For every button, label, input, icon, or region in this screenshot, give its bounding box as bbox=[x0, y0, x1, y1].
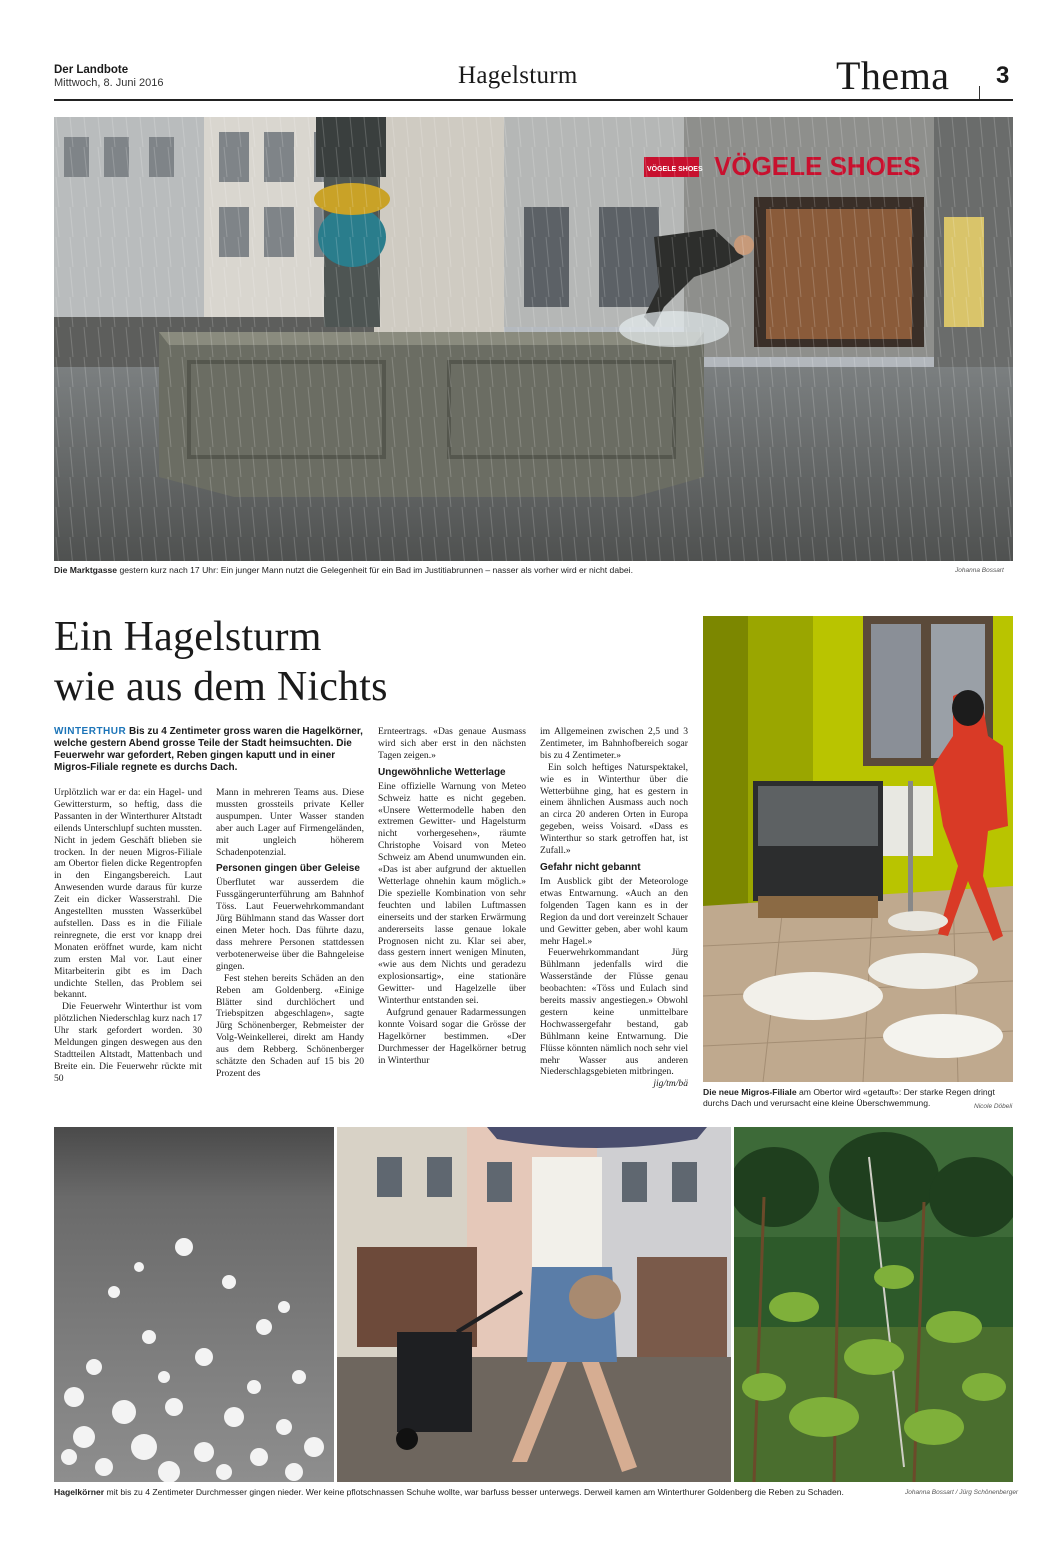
newspaper-name: Der Landbote bbox=[54, 64, 129, 76]
body-paragraph: Überflutet war ausserdem die Fussgängerunterführung am Bahnhof Töss. Laut Feuerwehrkommandant Jürg Bühlmann stand das Wasser dort einen Meter hoch. Das führte dazu, dass mehrere Personen stattdessen verbotenerweise über die Bahngeleise gingen. bbox=[216, 877, 364, 972]
subheading: Personen gingen über Geleise bbox=[216, 863, 360, 875]
article-column-4 bbox=[540, 726, 688, 1090]
hailstones-photo bbox=[54, 1127, 334, 1482]
body-paragraph: im Allgemeinen zwischen 2,5 und 3 Zentimeter, im Bahnhofbereich sogar bis zu 4 Zentimeter.» bbox=[540, 726, 688, 761]
headline-line-1: Ein Hagelsturm bbox=[54, 614, 322, 660]
body-paragraph: Urplötzlich war er da: ein Hagel- und Gewittersturm, so heftig, dass die Passanten in der Winterthurer Altstadt eilends Unterschlupf suchten mussten. Nicht in jedem Geschäft blieben sie trocken. In der neuen Migros-Filiale am Obertor fielen dicke Regentropfen in den Eingangsbereich. Laut Anwesenden wurde daraus für kurze Zeit ein dicker Wasserstrahl. Die Angestellten mussten Wasserkübel aufstellen. Dass es in die Filiale reinregnete, die erst vor knapp drei Monaten eröffnet wurde, kam nicht zum ersten Mal vor. Laut einer Mitarbeiterin gibt es im Dach undichte Stellen, das Problem sei bekannt. bbox=[54, 787, 202, 1001]
article-headline bbox=[54, 612, 694, 712]
body-paragraph: Ernteertrags. «Das genaue Ausmass wird sich aber erst in den nächsten Tagen zeigen.» bbox=[378, 726, 526, 761]
caption-text: am Obertor wird «getauft»: Der starke Regen dringt durchs Dach und verursacht eine kleine Überschwemmung. bbox=[703, 1087, 995, 1108]
page-number: 3 bbox=[996, 62, 1010, 89]
subheading: Ungewöhnliche Wetterlage bbox=[378, 766, 506, 778]
article-column-1 bbox=[54, 787, 202, 1085]
body-paragraph: Aufgrund genauer Radarmessungen konnte Voisard sogar die Grösse der Hagelkörner bestimmen. «Der Durchmesser der Hagelkörner betrug in Winterthur bbox=[378, 1006, 526, 1066]
vineyard-photo bbox=[734, 1127, 1013, 1482]
caption-lead: Hagelkörner bbox=[54, 1487, 105, 1497]
headline-line-2: wie aus dem Nichts bbox=[54, 664, 388, 710]
article-lead bbox=[54, 726, 364, 774]
body-paragraph: Fest stehen bereits Schäden an den Reben am Goldenberg. «Einige Blätter sind durchlöchert und Triebspitzen abgeschlagen», sagte Jürg Schönenberger, Rebmeister der Volg-Weinkellerei, direkt am Handy aus dem Rebberg. Schönenberger schätzte den Schaden auf 15 bis 20 Prozent des bbox=[216, 972, 364, 1079]
caption-lead: Die Marktgasse bbox=[54, 565, 118, 575]
top-photo-caption bbox=[54, 565, 854, 576]
bottom-photos-caption bbox=[54, 1487, 904, 1498]
article-column-2 bbox=[216, 787, 364, 1080]
photo-credit: Nicole Döbeli bbox=[974, 1103, 1013, 1110]
header-rule bbox=[54, 99, 1013, 101]
body-paragraph: Im Ausblick gibt der Meteorologe etwas Entwarnung. «Auch an den folgenden Tagen kann es in der Region da und dort vereinzelt Schauer und Gewitter geben, aber wohl kaum mehr Hagel.» bbox=[540, 875, 688, 947]
author-signature: jig/tm/bä bbox=[653, 1078, 688, 1090]
photo-credit: Johanna Bossart bbox=[955, 567, 1004, 574]
masthead bbox=[54, 64, 163, 90]
lead-text: Bis zu 4 Zentimeter gross waren die Hagelkörner, welche gestern Abend grosse Teile der Stadt heimsuchten. Die Feuerwehr war gefordert, Reben gingen kaputt und in einer Migros-Filiale regnete es durchs Dach. bbox=[54, 726, 363, 773]
photo-credit: Johanna Bossart / Jürg Schönenberger bbox=[905, 1489, 1019, 1496]
top-photo-marktgasse bbox=[54, 117, 1013, 561]
body-paragraph: Feuerwehrkommandant Jürg Bühlmann jedenfalls wird die Wasserstände der Flüsse genau beobachten: «Töss und Eulach sind bereits massiv angestiegen.» Obwohl gestern keine unmittelbare Hochwassergefahr bestand, gab Bühlmann keine Entwarnung. Die Flüsse könnten nämlich noch sehr viel mehr Wasser aus anderen Niederschlagsgebieten mitbringen. bbox=[540, 947, 688, 1078]
header-divider bbox=[979, 86, 980, 100]
section-title: Hagelsturm bbox=[458, 62, 578, 89]
subheading: Gefahr nicht gebannt bbox=[540, 861, 641, 873]
body-paragraph: Mann in mehreren Teams aus. Diese mussten grossteils private Keller auspumpen. Unter Wasser standen aber auch Lager auf Firmengeländen, mit ungleich höherem Schadenpotenzial. bbox=[216, 787, 364, 858]
rubric-title: Thema bbox=[836, 53, 950, 98]
caption-lead: Die neue Migros-Filiale bbox=[703, 1087, 797, 1097]
barefoot-woman-photo bbox=[337, 1127, 731, 1482]
dateline: WINTERTHUR bbox=[54, 726, 127, 737]
body-paragraph: Ein solch heftiges Naturspektakel, wie es in Winterthur über die Wetterbühne ging, hat es gestern in einem ähnlichen Ausmass auch noch an circa 20 anderen Orten in Europa gegeben, weiss Voisard. «Dass es Winterthur so stark getroffen hat, ist Zufall.» bbox=[540, 761, 688, 857]
caption-text: mit bis zu 4 Zentimeter Durchmesser gingen nieder. Wer keine pflotschnassen Schuhe wollte, war barfuss besser unterwegs. Derweil kamen am Winterthurer Goldenberg die Reben zu Schaden. bbox=[104, 1487, 844, 1497]
caption-text: gestern kurz nach 17 Uhr: Ein junger Mann nutzt die Gelegenheit für ein Bad im Justitiabrunnen – nasser als vorher wird er nicht dabei. bbox=[117, 565, 633, 575]
migros-photo bbox=[703, 616, 1013, 1082]
issue-date: Mittwoch, 8. Juni 2016 bbox=[54, 77, 164, 89]
article-column-3 bbox=[378, 726, 526, 1066]
body-paragraph: Eine offizielle Warnung von Meteo Schweiz hatte es nicht gegeben. «Unsere Wettermodelle haben den extremen Gewitter- und Hagelsturm nicht vorhergesehen», räumte Christophe Voisard von Meteo Schweiz am Abend unumwunden ein. «Das ist aber aufgrund der aktuellen Wetterlage ohnehin kaum möglich.» Die spezielle Kombination von sehr feuchten und labilen Luftmassen einerseits und der starken Erwärmung andererseits lasse genaue lokale Prognosen nicht zu. Klar sei aber, dass gestern innert wenigen Minuten, «wie aus dem Nichts und geradezu explosionsartig», eine stationäre Gewitter- und Hagelzelle über Winterthur entstanden sei. bbox=[378, 780, 526, 1007]
body-paragraph: Die Feuerwehr Winterthur ist vom plötzlichen Niederschlag kurz nach 17 Uhr stark gefordert worden. 30 Meldungen gingen deswegen aus den Stadtteilen Altstadt, Mattenbach und Breite ein. Die Feuerwehr rückte mit 50 bbox=[54, 1001, 202, 1084]
